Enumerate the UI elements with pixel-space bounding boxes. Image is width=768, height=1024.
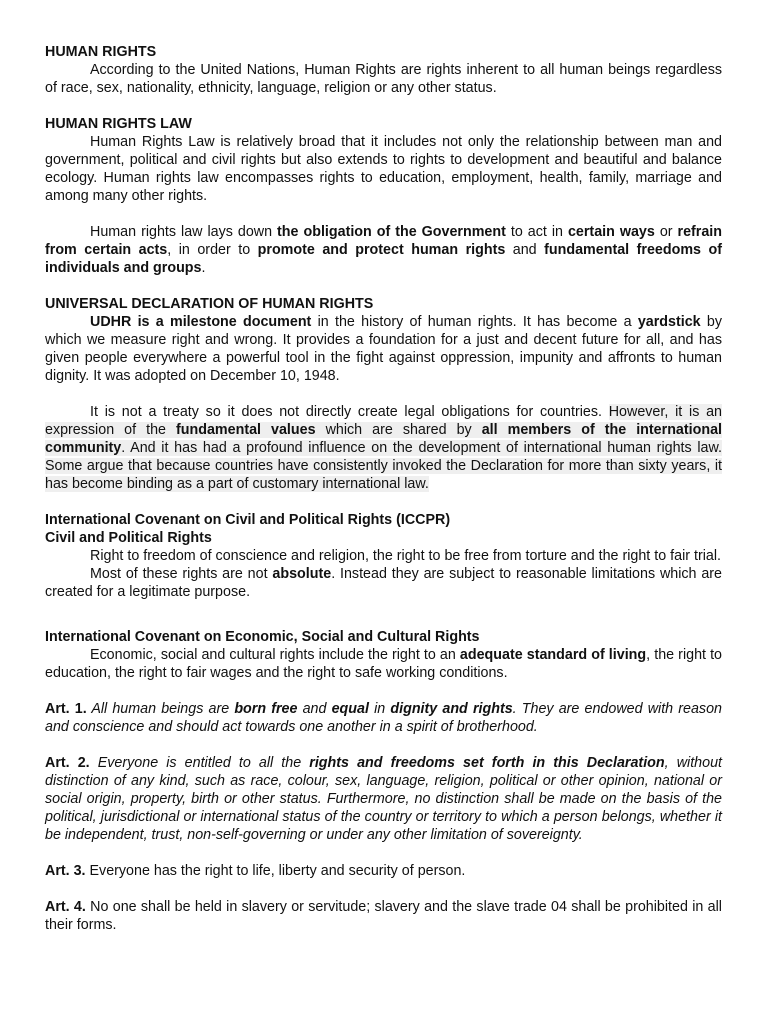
paragraph-human-rights: According to the United Nations, Human Rights are rights inherent to all human beings regardless of race, sex, nationality, ethnicity, language, religion or any other status. bbox=[45, 62, 722, 96]
text-run: . Instead they are subject to reasonable limitations which are created for a legitimate purpose. bbox=[45, 566, 722, 600]
text-run: No one shall be held in slavery or servitude; slavery and the slave trade 04 shall be prohibited in all their forms. bbox=[45, 899, 722, 933]
heading-udhr: UNIVERSAL DECLARATION OF HUMAN RIGHTS bbox=[45, 296, 374, 312]
bold-phrase: dignity and rights bbox=[390, 701, 513, 717]
paragraph-iccpr-rights: Right to freedom of conscience and religion, the right to be free from torture and the right to fair trial. bbox=[90, 548, 721, 564]
text-run: Everyone has the right to life, liberty and security of person. bbox=[85, 863, 466, 879]
text-run: by which we measure right and wrong. It provides a foundation for a just and decent future for all, and has given people everywhere a powerful tool in the fight against oppression, impunity and affronts to human dignity. It was adopted on December 10, 1948. bbox=[45, 314, 723, 384]
bold-phrase: rights and freedoms set forth in this Declaration bbox=[309, 755, 665, 771]
article-4 bbox=[45, 898, 722, 934]
bold-phrase: refrain from certain acts bbox=[45, 224, 723, 258]
bold-phrase: equal bbox=[331, 701, 369, 717]
text-run: , without distinction of any kind, such as race, colour, sex, language, religion, political or other opinion, national or social origin, property, birth or other status. Furthermore, no distinction shall be made on the basis of the political, jurisdictional or international status of the country or territory to which a person belongs, whether it be independent, trust, non-self-governing or under any other limitation of sovereignty. bbox=[45, 755, 723, 843]
bold-phrase: the obligation of the Government bbox=[277, 224, 506, 240]
paragraph-government-obligation bbox=[45, 223, 722, 277]
paragraph-icescr-rights bbox=[45, 646, 722, 682]
article-label: Art. 1. bbox=[45, 701, 87, 717]
paragraph-human-rights-law: Human Rights Law is relatively broad that it includes not only the relationship between man and government, political and civil rights but also extends to rights to development and beautiful and balance ecology. Human rights law encompasses rights to education, employment, health, family, marriage and among many other rights. bbox=[45, 134, 722, 204]
text-run: and bbox=[297, 701, 332, 717]
article-1 bbox=[45, 700, 722, 736]
subheading-civil-political-rights: Civil and Political Rights bbox=[45, 530, 212, 546]
text-run: in the history of human rights. It has become a bbox=[311, 314, 638, 330]
articles-section bbox=[45, 700, 722, 934]
document-page bbox=[45, 43, 722, 934]
text-run: , the right to education, the right to fair wages and the right to safe working conditions. bbox=[45, 647, 723, 681]
bold-phrase: yardstick bbox=[637, 314, 701, 330]
article-label: Art. 4. bbox=[45, 899, 86, 915]
article-2 bbox=[45, 754, 722, 844]
text-run: in bbox=[368, 701, 391, 717]
bold-phrase: absolute bbox=[272, 566, 332, 582]
text-run: Economic, social and cultural rights include the right to an bbox=[90, 647, 460, 663]
heading-icescr: International Covenant on Economic, Social and Cultural Rights bbox=[45, 629, 480, 645]
text-run: All human beings are bbox=[86, 701, 235, 717]
text-run: , in order to bbox=[167, 242, 258, 258]
text-run: Most of these rights are not bbox=[90, 566, 273, 582]
text-run: . And it has had a profound influence on the development of international human rights law. Some argue that because countries have consistently invoked the Declaration for more than sixty years, it has become binding as a part of customary international law. bbox=[45, 440, 722, 492]
bold-phrase: fundamental freedoms of individuals and groups bbox=[45, 242, 722, 276]
text-run: . They are endowed with reason and conscience and should act towards one another in a spirit of brotherhood. bbox=[45, 701, 722, 735]
paragraph-iccpr-limitations bbox=[45, 565, 722, 601]
article-label: Art. 2. bbox=[45, 755, 90, 771]
heading-iccpr: International Covenant on Civil and Political Rights (ICCPR) bbox=[45, 512, 451, 528]
text-run: Human rights law lays down bbox=[90, 224, 278, 240]
text-run: to act in bbox=[505, 224, 568, 240]
bold-phrase: UDHR is a milestone document bbox=[90, 314, 312, 330]
article-3 bbox=[45, 862, 722, 880]
bold-phrase: promote and protect human rights bbox=[257, 242, 506, 258]
text-run: which are shared by bbox=[315, 422, 482, 438]
text-run: However, it is an expression of the bbox=[45, 404, 723, 438]
bold-phrase: certain ways bbox=[567, 224, 655, 240]
heading-human-rights: HUMAN RIGHTS bbox=[45, 44, 157, 60]
bold-phrase: fundamental values bbox=[176, 422, 316, 438]
text-run: It is not a treaty so it does not directly create legal obligations for countries. bbox=[90, 404, 609, 420]
text-run: and bbox=[505, 242, 545, 258]
text-run: Everyone is entitled to all the bbox=[89, 755, 310, 771]
text-run: . bbox=[201, 260, 206, 276]
bold-phrase: adequate standard of living bbox=[459, 647, 647, 663]
bold-phrase: born free bbox=[234, 701, 298, 717]
bold-phrase: all members of the international community bbox=[45, 422, 722, 456]
article-label: Art. 3. bbox=[45, 863, 86, 879]
paragraph-udhr-milestone bbox=[45, 313, 722, 385]
paragraph-udhr-not-treaty bbox=[45, 403, 722, 493]
heading-human-rights-law: HUMAN RIGHTS LAW bbox=[45, 116, 192, 132]
text-run: or bbox=[654, 224, 678, 240]
